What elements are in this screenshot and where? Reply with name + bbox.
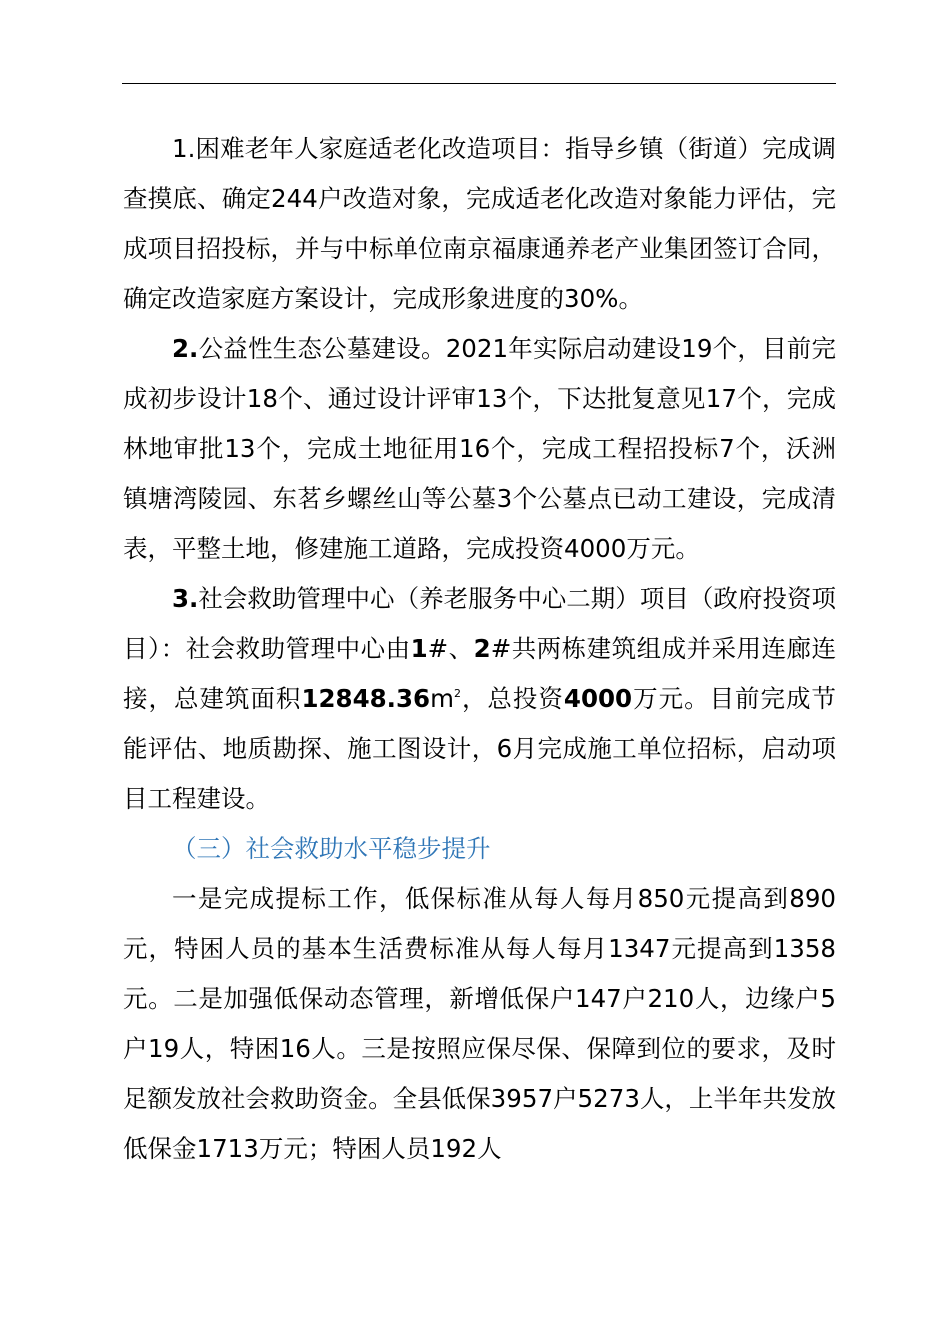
paragraph-text: 万元。目前完成节能评估、地质勘探、施工图设计，6月完成施工单位招标，启动项目工程建设。: [123, 684, 837, 813]
paragraph-elderly-home-renovation: 1.困难老年人家庭适老化改造项目：指导乡镇（街道）完成调查摸底、确定244户改造对象，完成适老化改造对象能力评估，完成项目招投标，并与中标单位南京福康通养老产业集团签订合同，确定改造家庭方案设计，完成形象进度的30%。: [123, 134, 836, 313]
paragraph-text: 公益性生态公墓建设。2021年实际启动建设19个，目前完成初步设计18个、通过设计评审13个，下达批复意见17个，完成林地审批13个，完成土地征用16个，完成工程招投标7个，沃洲镇塘湾陵园、东茗乡螺丝山等公墓3个公墓点已动工建设，完成清表，平整土地，修建施工道路，完成投资4000万元。: [123, 334, 836, 563]
paragraph-text: #共两栋建筑组成并采用连廊连接，总建筑面积: [123, 634, 837, 713]
area-unit: m: [430, 684, 454, 713]
building-number-2: 2: [473, 634, 491, 663]
floor-area-value: 12848.36: [301, 684, 431, 713]
paragraph-assistance-level: 一是完成提标工作，低保标准从每人每月850元提高到890元，特困人员的基本生活费标准从每人每月1347元提高到1358元。二是加强低保动态管理，新增低保户147户210人，边缘户5户19人，特困16人。三是按照应保尽保、保障到位的要求，及时足额发放社会救助资金。全县低保3957户5273人，上半年共发放低保金1713万元；特困人员192人: [123, 884, 836, 1163]
paragraph-text: #、: [427, 634, 474, 663]
section-heading: （三）社会救助水平稳步提升: [172, 834, 491, 863]
item-number: 2.: [172, 334, 199, 363]
investment-value: 4000: [563, 684, 633, 713]
paragraph-text: ，总投资: [460, 684, 564, 713]
building-number-1: 1: [410, 634, 428, 663]
document-body: [123, 124, 836, 1174]
paragraph-public-cemetery: [123, 324, 836, 574]
area-unit-superscript: 2: [453, 687, 461, 700]
paragraph-social-assistance-center: [123, 574, 836, 824]
paragraph-text: 社会救助管理中心（养老服务中心二期）项目（政府投资项目）：社会救助管理中心由: [123, 584, 836, 663]
item-number: 3.: [172, 584, 199, 613]
header-rule: [122, 83, 836, 84]
